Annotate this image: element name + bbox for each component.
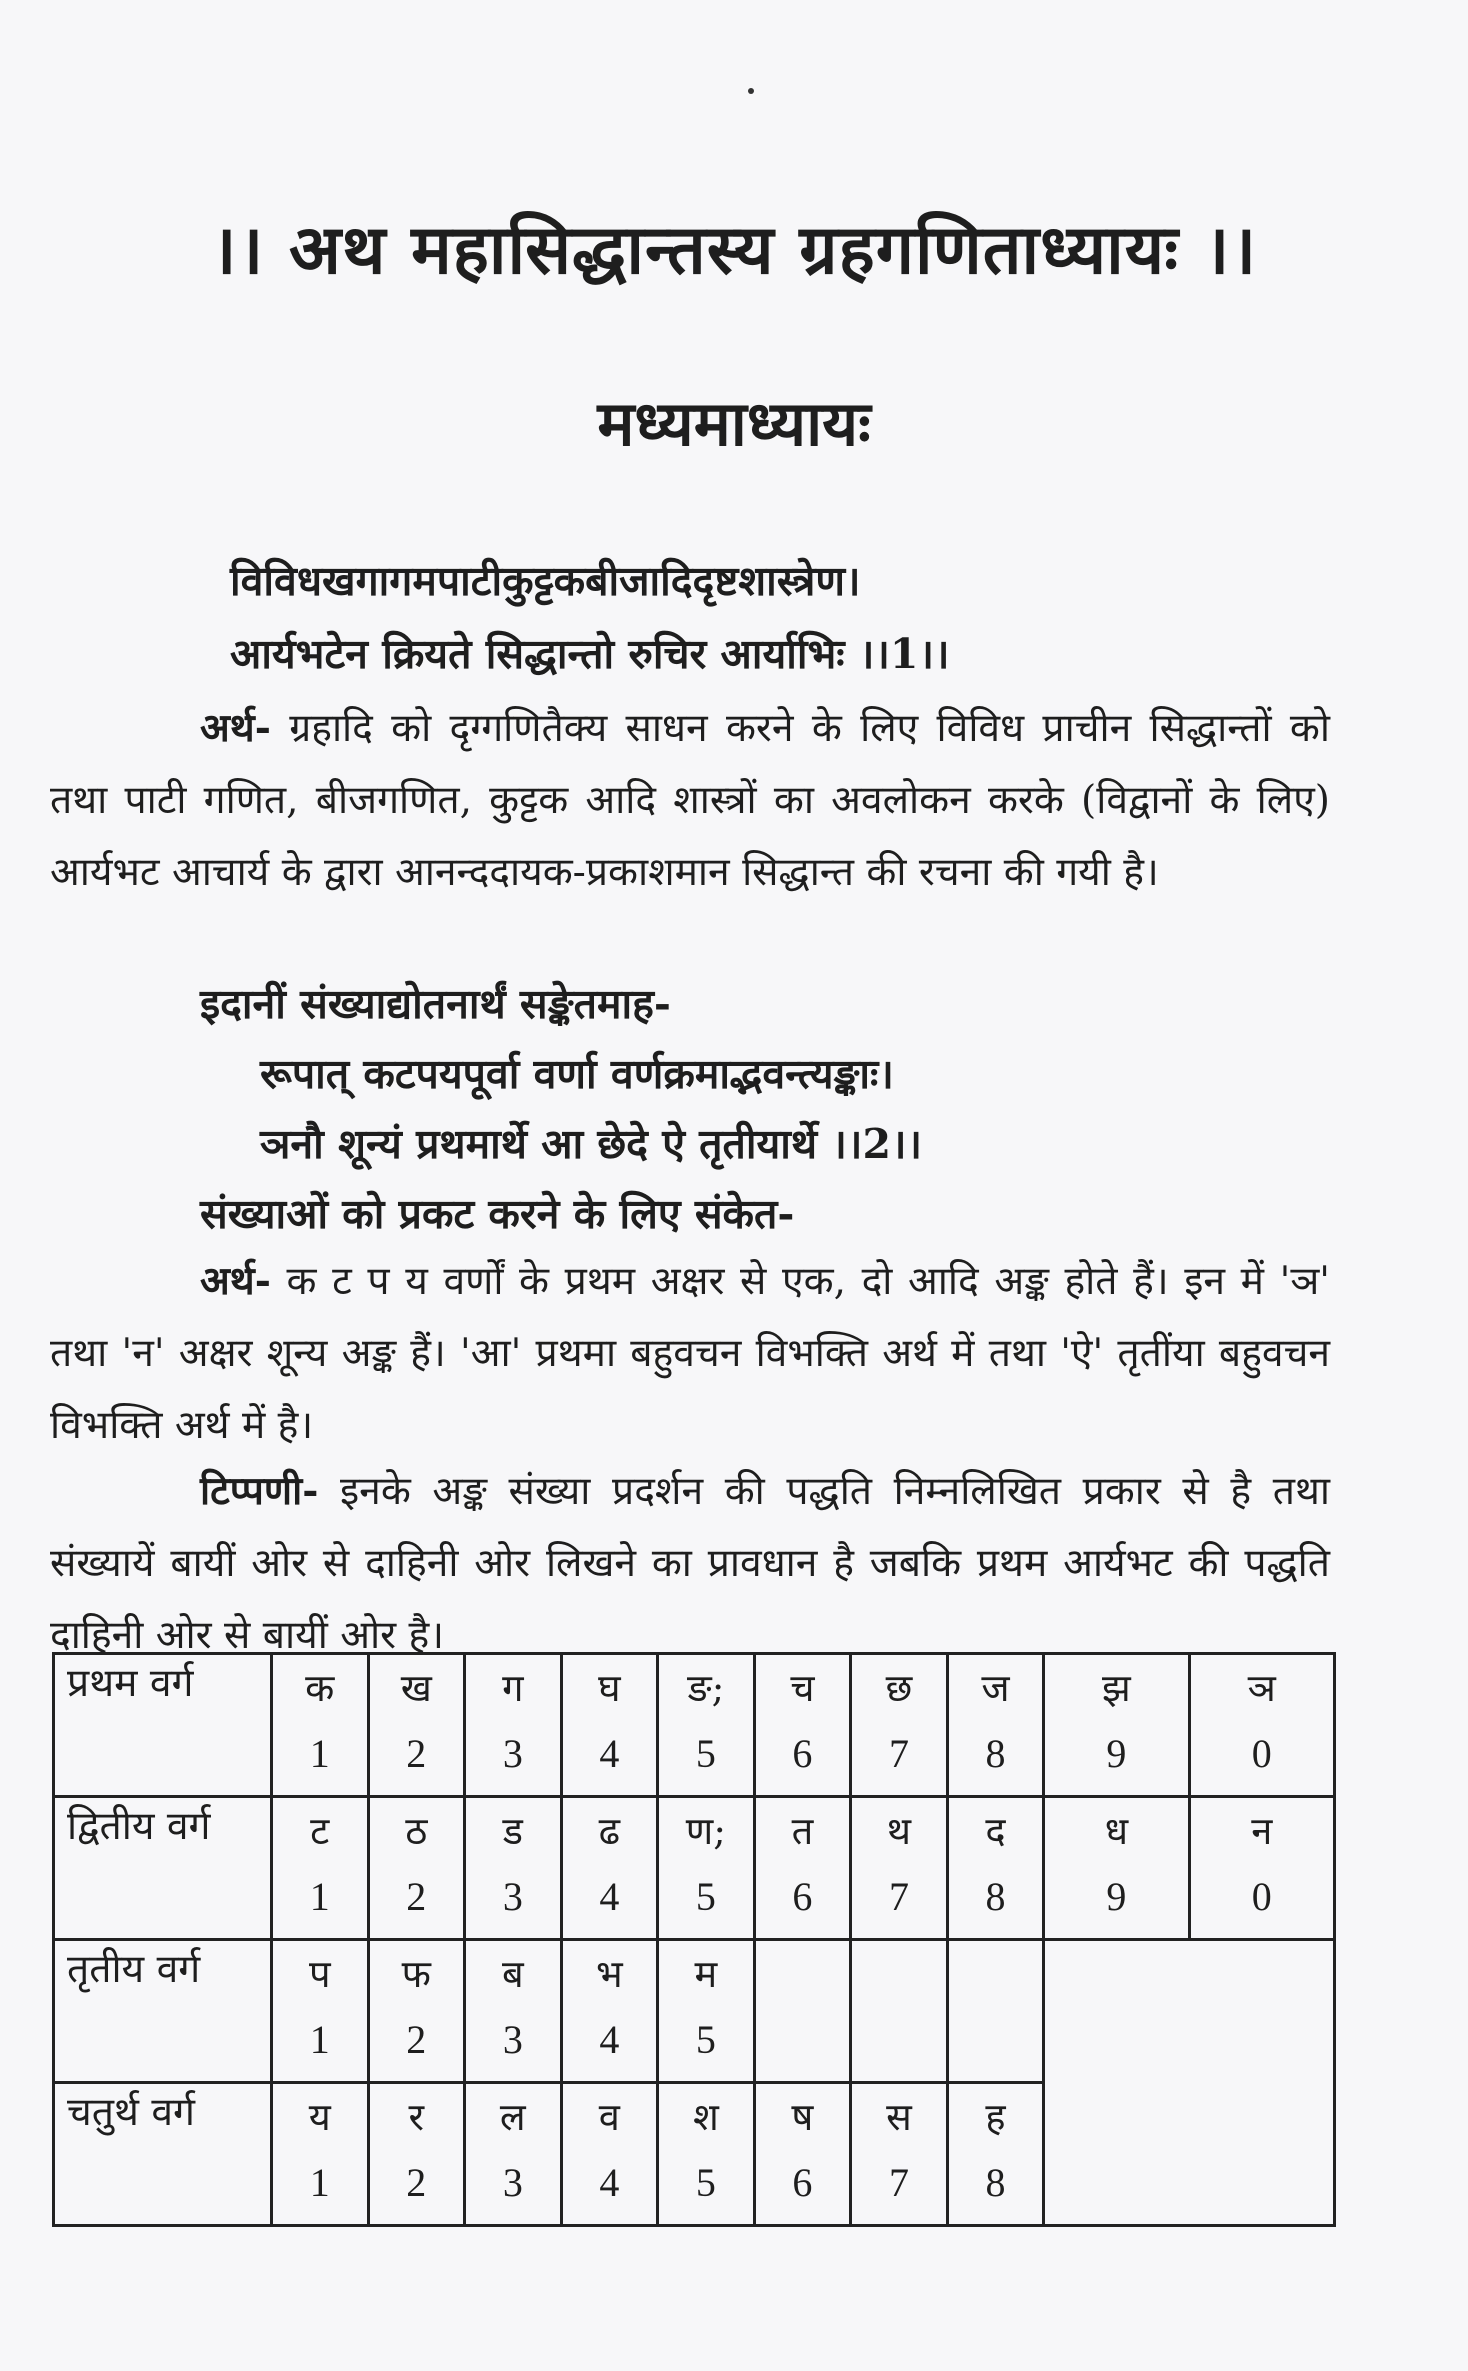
- cell-number: 1: [309, 2160, 330, 2205]
- cell-letter: ड: [502, 1809, 523, 1853]
- cell-number: 8: [985, 2160, 1006, 2205]
- cell-letter: व: [598, 2095, 620, 2139]
- table-cell: [561, 2083, 658, 2226]
- cell-letter: ङ;: [687, 1666, 725, 1710]
- cell-letter: घ: [598, 1666, 621, 1710]
- cell-letter: भ: [595, 1952, 623, 1996]
- cell-letter: झ: [1102, 1666, 1131, 1710]
- cell-number: 1: [309, 1731, 330, 1776]
- verse1-line2: आर्यभटेन क्रियते सिद्धान्तो रुचिर आर्याभिः ।।1।।: [230, 630, 950, 678]
- cell-letter: स: [886, 2095, 912, 2139]
- table-cell: [754, 2083, 851, 2226]
- table-cell: [851, 1940, 948, 2083]
- table-cell: [271, 2083, 368, 2226]
- cell-letter: ख: [400, 1666, 432, 1710]
- table-cell: [271, 1797, 368, 1940]
- cell-letter: थ: [886, 1809, 912, 1853]
- table-cell: [947, 2083, 1044, 2226]
- table-cell: [368, 2083, 465, 2226]
- note-paragraph: [50, 1455, 1330, 1672]
- cell-number: 5: [695, 2160, 716, 2205]
- cell-letter: ण;: [685, 1809, 727, 1853]
- table-cell: [271, 1940, 368, 2083]
- note-label: टिप्पणी-: [200, 1468, 319, 1514]
- table-cell: [754, 1797, 851, 1940]
- table-cell: [851, 2083, 948, 2226]
- cell-number: 1: [309, 2017, 330, 2062]
- table-row: [54, 1654, 1335, 1797]
- cell-number: 3: [502, 1731, 523, 1776]
- cell-letter: ग: [502, 1666, 524, 1710]
- table-cell: [271, 1654, 368, 1797]
- meaning2-text: क ट प य वर्णों के प्रथम अक्षर से एक, दो आदि अङ्क होते हैं। इन में 'ञ' तथा 'न' अक्षर शून्य अङ्क हैं। 'आ' प्रथमा बहुवचन विभक्ति अर्थ में तथा 'ऐ' तृतींया बहुवचन विभक्ति अर्थ में है।: [50, 1259, 1330, 1448]
- cell-letter: [756, 1941, 850, 2007]
- table-row: [54, 1940, 1335, 2083]
- cell-letter: छ: [885, 1666, 913, 1710]
- table-cell: [561, 1654, 658, 1797]
- cell-number: 5: [695, 2017, 716, 2062]
- cell-number: 7: [888, 2160, 909, 2205]
- table-cell: [754, 1654, 851, 1797]
- cell-letter: ठ: [405, 1809, 428, 1853]
- chapter-title: ।। अथ महासिद्धान्तस्य ग्रहगणिताध्यायः ।।: [210, 210, 1258, 290]
- table-cell: [947, 1797, 1044, 1940]
- cell-number: 5: [695, 1731, 716, 1776]
- table-cell: [368, 1797, 465, 1940]
- cell-letter: ज: [981, 1666, 1010, 1710]
- cell-letter: श: [692, 2095, 719, 2139]
- table-cell: [1044, 1654, 1189, 1797]
- ink-dot: [748, 88, 754, 94]
- table-row: [54, 1797, 1335, 1940]
- table-cell: [754, 1940, 851, 2083]
- verse1-line1: विविधखगागमपाटीकुट्टकबीजादिदृष्टशास्त्रेण।: [230, 557, 861, 605]
- meaning2-label: अर्थ-: [200, 1258, 271, 1304]
- meaning1-label: अर्थ-: [200, 705, 271, 751]
- cell-number: [852, 2007, 946, 2073]
- cell-letter: न: [1251, 1809, 1273, 1853]
- cell-number: [756, 2007, 850, 2073]
- note-text: इनके अङ्क संख्या प्रदर्शन की पद्धति निम्नलिखित प्रकार से है तथा संख्यायें बायीं ओर से दाहिनी ओर लिखने का प्रावधान है जबकि प्रथम आर्यभट की पद्धति दाहिनी ओर से बायीं ओर है।: [50, 1469, 1330, 1658]
- cell-number: [1045, 2007, 1333, 2073]
- table-cell: [465, 1654, 562, 1797]
- cell-letter: ह: [985, 2095, 1006, 2139]
- table-cell: [465, 1797, 562, 1940]
- cell-number: 0: [1251, 1874, 1272, 1919]
- cell-letter: य: [308, 2095, 331, 2139]
- cell-number: 4: [599, 2017, 620, 2062]
- cell-number: 9: [1106, 1874, 1127, 1919]
- cell-number: 6: [792, 1874, 813, 1919]
- cell-number: 5: [695, 1874, 716, 1919]
- table-cell: [851, 1654, 948, 1797]
- cell-letter: त: [791, 1809, 814, 1853]
- cell-number: 2: [406, 1731, 427, 1776]
- cell-letter: प: [308, 1952, 331, 1996]
- cell-letter: ढ: [598, 1809, 621, 1853]
- table-cell: [658, 1940, 755, 2083]
- table-cell: [561, 1940, 658, 2083]
- cell-number: 1: [309, 1874, 330, 1919]
- cell-letter: र: [408, 2095, 425, 2139]
- table-cell: [1044, 1797, 1189, 1940]
- cell-letter: च: [790, 1666, 815, 1710]
- heading2: संख्याओं को प्रकट करने के लिए संकेत-: [200, 1190, 795, 1238]
- cell-letter: [852, 1941, 946, 2007]
- table-cell: [658, 1654, 755, 1797]
- cell-number: 6: [792, 1731, 813, 1776]
- row-label: तृतीय वर्ग: [54, 1940, 272, 2083]
- table-cell: [368, 1654, 465, 1797]
- cell-letter: फ: [401, 1952, 431, 1996]
- cell-number: [949, 2007, 1043, 2073]
- cell-number: 4: [599, 1874, 620, 1919]
- verse2-line1: रूपात् कटपयपूर्वा वर्णा वर्णक्रमाद्भवन्त्यङ्काः।: [260, 1050, 894, 1098]
- table-cell: [947, 1654, 1044, 1797]
- cell-number: 3: [502, 2160, 523, 2205]
- table-cell: [561, 1797, 658, 1940]
- meaning2-paragraph: [50, 1245, 1330, 1462]
- cell-number: 8: [985, 1874, 1006, 1919]
- row-label: प्रथम वर्ग: [54, 1654, 272, 1797]
- cell-letter: ल: [499, 2095, 526, 2139]
- cell-number: 3: [502, 2017, 523, 2062]
- table-cell: [658, 1797, 755, 1940]
- table-cell: [1044, 1940, 1335, 2226]
- cell-number: 2: [406, 2160, 427, 2205]
- table-cell: [368, 1940, 465, 2083]
- table-cell: [1189, 1797, 1334, 1940]
- katapayadi-table: [52, 1652, 1336, 2227]
- cell-number: 3: [502, 1874, 523, 1919]
- cell-number: 4: [599, 2160, 620, 2205]
- cell-number: 6: [792, 2160, 813, 2205]
- cell-number: 9: [1106, 1731, 1127, 1776]
- table-cell: [658, 2083, 755, 2226]
- cell-number: 8: [985, 1731, 1006, 1776]
- cell-number: 4: [599, 1731, 620, 1776]
- meaning1-text: ग्रहादि को दृग्गणितैक्य साधन करने के लिए विविध प्राचीन सिद्धान्तों को तथा पाटी गणित, बीजगणित, कुट्टक आदि शास्त्रों का अवलोकन करके (विद्वानों के लिए) आर्यभट आचार्य के द्वारा आनन्ददायक-प्रकाशमान सिद्धान्त की रचना की गयी है।: [50, 706, 1330, 895]
- cell-number: 7: [888, 1874, 909, 1919]
- cell-letter: म: [694, 1952, 718, 1996]
- cell-number: 0: [1251, 1731, 1272, 1776]
- cell-letter: ब: [501, 1952, 524, 1996]
- cell-letter: ध: [1104, 1809, 1129, 1853]
- row-label: द्वितीय वर्ग: [54, 1797, 272, 1940]
- cell-letter: ट: [310, 1809, 330, 1853]
- table-cell: [465, 1940, 562, 2083]
- cell-letter: ष: [791, 2095, 814, 2139]
- table-cell: [947, 1940, 1044, 2083]
- table-cell: [465, 2083, 562, 2226]
- cell-letter: [949, 1941, 1043, 2007]
- cell-number: 2: [406, 2017, 427, 2062]
- cell-letter: द: [985, 1809, 1006, 1853]
- verse2-line2: ञनौ शून्यं प्रथमार्थे आ छेदे ऐ तृतीयार्थे ।।2।।: [260, 1120, 923, 1168]
- cell-letter: क: [305, 1666, 335, 1710]
- table-cell: [1189, 1654, 1334, 1797]
- cell-letter: [1045, 1941, 1333, 2007]
- cell-number: 7: [888, 1731, 909, 1776]
- section-title: मध्यमाध्यायः: [597, 387, 871, 460]
- table-cell: [851, 1797, 948, 1940]
- meaning1-paragraph: [50, 692, 1330, 909]
- cell-letter: ञ: [1247, 1666, 1276, 1710]
- intro2-line: इदानीं संख्याद्योतनार्थं सङ्केतमाह-: [200, 980, 671, 1028]
- cell-number: 2: [406, 1874, 427, 1919]
- row-label: चतुर्थ वर्ग: [54, 2083, 272, 2226]
